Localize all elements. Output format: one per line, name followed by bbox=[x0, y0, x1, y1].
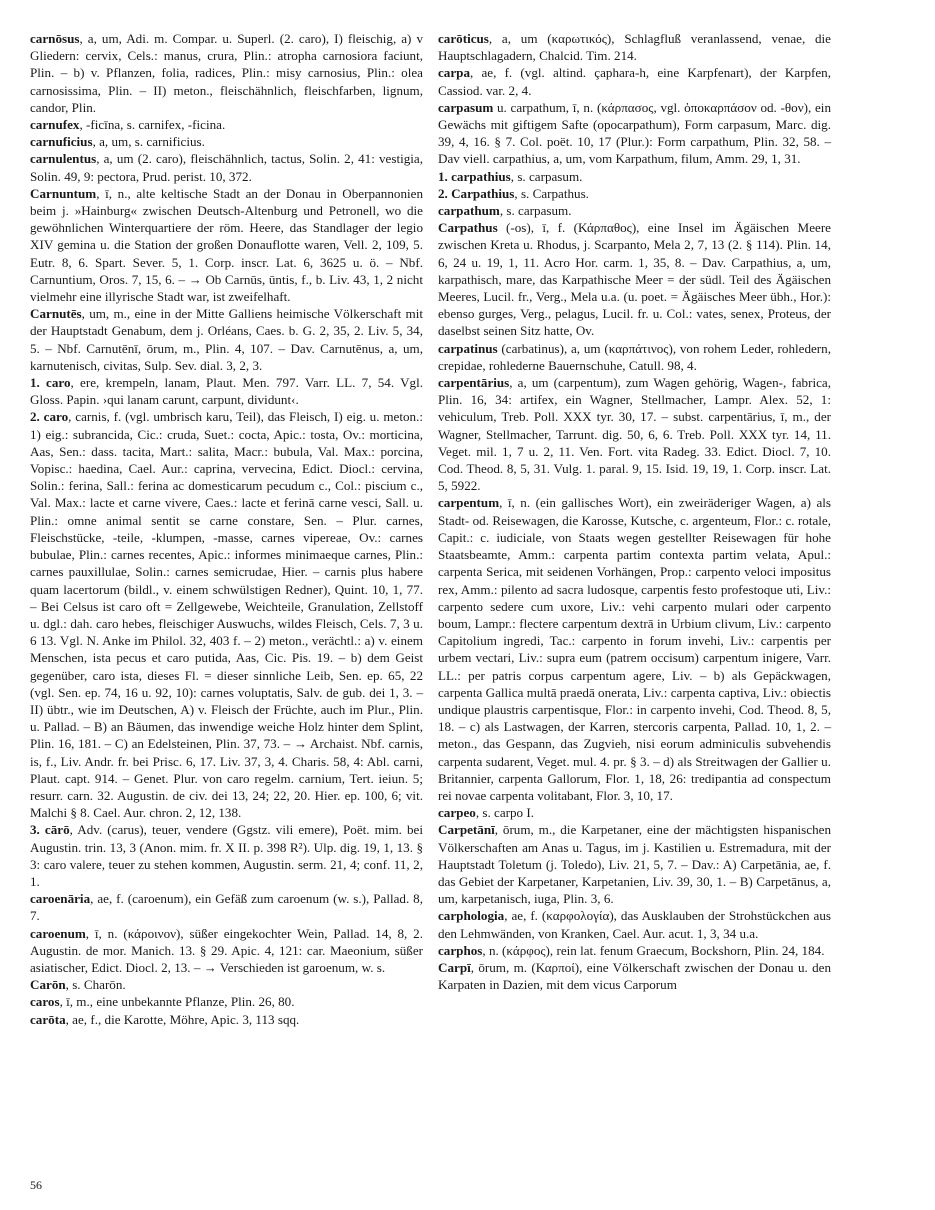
entry-carpatinus bbox=[438, 340, 831, 374]
entry-text: , ōrum, m., die Karpetaner, eine der mächtigsten hispanischen Völkerschaften am Anas u. Tagus, im j. Kastilien u. Estremadura, mit der Hauptstadt Toletum (j. Toledo), Liv. 21, 5, 7. – Dav.: A) Carpetānia, ae, f. das Gebiet der Karpetaner, Karpetanien, Liv. 39, 30, 1. – B) Carpetānus, a, um, karpetanisch, iuga, Plin. 3, 6. bbox=[438, 822, 831, 907]
headword: carphos bbox=[438, 942, 483, 958]
headword: caros bbox=[30, 994, 60, 1010]
entry-text: , a, um (2. caro), fleischähnlich, tactus, Solin. 2, 41: vestigia, Solin. 49, 9: pectora, Prud. perist. 10, 372. bbox=[30, 151, 423, 184]
entry-text: , s. carpasum. bbox=[499, 203, 572, 219]
headword: carōticus bbox=[438, 31, 489, 46]
entry-caros bbox=[30, 993, 423, 1010]
headword: Carpathus bbox=[438, 220, 498, 236]
entry-text: , ae, f. (vgl. altind. çaphara-h, eine Karpfenart), der Karpfen, Cassiod. var. 2, 4. bbox=[438, 65, 831, 98]
entry-carota bbox=[30, 1011, 423, 1028]
entry-text: , ī, n. (κάροινον), süßer eingekochter Wein, Pallad. 14, 8, 2. Augustin. de mor. Manich. 13. § 29. Apic. 4, 121: car. Maeonium, süßer asiatischer, Edict. Diocl. 2, 13. – → Verschieden ist garoenum, w. s. bbox=[30, 925, 423, 975]
entry-caroenaria bbox=[30, 890, 423, 924]
headword: carnulentus bbox=[30, 151, 97, 167]
entry-text: , ae, f. (caroenum), ein Gefäß zum caroenum (w. s.), Pallad. 8, 7. bbox=[30, 891, 423, 924]
headword: 2. Carpathius bbox=[438, 185, 515, 201]
entry-text: , s. Charōn. bbox=[65, 977, 126, 993]
entry-caroticus bbox=[438, 30, 831, 64]
entry-carnufex bbox=[30, 116, 423, 133]
headword: 1. caro bbox=[30, 375, 71, 391]
entry-text: , -ficīna, s. carnifex, -ficina. bbox=[79, 117, 226, 133]
headword: carpentum bbox=[438, 495, 500, 511]
entry-text: , ī, m., eine unbekannte Pflanze, Plin. 26, 80. bbox=[59, 994, 295, 1010]
headword: caroenāria bbox=[30, 891, 91, 907]
entry-2-caro bbox=[30, 408, 423, 821]
headword: caroenum bbox=[30, 925, 86, 941]
entry-text: , ī, n. (ein gallisches Wort), ein zweiräderiger Wagen, a) als Stadt- od. Reisewagen, die Karosse, Kutsche, c. argenteum, Flor.: c. rotale, Capit.: c. iudiciale, von Staats wegen gestellter Reisewagen für hohe Staatsbeamte, Amm.: carpenta partim contexta partim velata, Apul.: carpenta Serica, mit seidenen Vorhängen, Prop.: carpento veloci impositus rex, Amm.: pilento ad sacra ludosque, carpentis festo profestoque uti, Liv.: carpento sedere cum uxore, Liv.: vehi carpento mulari oder carpento boum, Lampr.: flectere carpentum dextrā in Urbium clivum, Liv.: carpento Capitolium ingredi, Tac.: carpento in forum invehi, Liv.: carpentis per urbem vectari, Liv.: supra eum (patrem occisum) carpentum inigere, Varr. LL.: per patris corpus carpentum agere, Liv. – b) als Gepäckwagen, carpenta Gallica multā praedā onerata, Liv.: carpenta captiva, Liv.: obiectis undique plaustris carpentisque, Flor.: in carpento invehi, Cod. Theod. 8, 5, 18. – c) als Lastwagen, der Karren, stercoris carpenta, Pallad. 10, 1, 2. – meton., das Gespann, das Zugvieh, nisi eorum adminiculis subvehendis carpenta sudarent, Veget. mul. 4. pr. § 3. – d) als Streitwagen der Gallier u. Britannier, carpenta Gallorum, Flor. 1, 18, 26: tredipantia ad conspectum rei novae carpenta volitabant, Flor. 3, 10, 17. bbox=[438, 495, 831, 803]
headword: carphologia bbox=[438, 908, 505, 924]
entry-caroenum bbox=[30, 925, 423, 977]
entry-carpentarius bbox=[438, 374, 831, 494]
headword: 1. carpathius bbox=[438, 168, 511, 184]
entry-carpeo bbox=[438, 804, 831, 821]
entry-carpathum bbox=[438, 202, 831, 219]
entry-text: , ī, n., alte keltische Stadt an der Donau in Oberpannonien beim j. »Hainburg« zwischen Deutsch-Altenburg und Petronell, wo die gewöhnlichen Winterquartiere der röm. Heere, das Standlager der legio XIV gemina u. die Station der großen Donauflotte waren, Vell. 2, 109, 5. Eutr. 8, 6. Spart. Sever. 5, 1. Corp. inscr. Lat. 6, 3625 u. ö. – Nbf. Carnuntium, Oros. 7, 15, 6. – → Ob Carnūs, ūntis, f., b. Liv. 43, 1, 2 nicht vielmehr eine illyrische Stadt war, ist zweifelhaft. bbox=[30, 185, 423, 305]
headword: carpeo bbox=[438, 805, 476, 821]
headword: 3. cārō bbox=[30, 822, 70, 838]
entry-carpa bbox=[438, 64, 831, 98]
headword: carōta bbox=[30, 1011, 66, 1027]
entry-carnulentus bbox=[30, 150, 423, 184]
entry-carnosus bbox=[30, 30, 423, 116]
entry-text: u. carpathum, ī, n. (κάρπασος, vgl. ὀποκαρπάσον od. -θον), ein Gewächs mit giftigem Safte (opocarpathum), Form carpasum, Marc. dig. 39, 4, 16. § 7. Col. poët. 10, 17 (Plur.): Form carpathum, Plin. 32, 58. – Dav viell. carpathius, a, um, vom Karpathum, filum, Amm. 29, 1, 31. bbox=[438, 99, 831, 167]
entry-1-carpathius bbox=[438, 168, 831, 185]
headword: Carpetānī bbox=[438, 822, 495, 838]
entry-3-caro bbox=[30, 821, 423, 890]
entry-text: , um, m., eine in der Mitte Galliens heimische Völkerschaft mit der Hauptstadt Genabum, dem j. Orléans, Caes. b. G. 2, 35, 2. Liv. 5, 34, 5. – Nbf. Carnutēnī, ōrum, m., Plin. 4, 107. – Dav. Carnutēnus, a, um, karnutenisch, civitas, Sulp. Sev. dial. 3, 2, 3. bbox=[30, 306, 423, 373]
entry-carpetani bbox=[438, 821, 831, 907]
entry-carnuntum bbox=[30, 185, 423, 305]
entry-carpasum bbox=[438, 99, 831, 168]
headword: carpathum bbox=[438, 203, 500, 219]
entry-text: , carnis, f. (vgl. umbrisch karu, Teil), das Fleisch, I) eig. u. meton.: 1) eig.: subrancida, Cic.: cruda, Suet.: cocta, Apic.: tosta, Ov.: morticina, Aas, Sen.: dass. tacita, Mart.: salita, Macr.: bubula, Val. Max.: porcina, Vopisc.: haedina, Cael. Aur.: caprina, vervecina, Edict. Diocl.: cervina, Solin.: ferina, Sall.: ferina ac domesticarum pecudum c., Col.: piscium c., Val. Max.: lacte et carne vivere, Caes.: lacte et ferinā carne vesci, Sall. u. Plin.: omne animal sentit se carne constare, Sen. – Plur. carnes, Fleischstücke, -teile, -klumpen, -masse, carnes vipereae, Ov.: carnes bubulae, Plin.: carnes recentes, Apic.: informes minimaeque carnes, Plin.: carnes pauxillulae, Solin.: carnes semicrudae, Hier. – carnis plus habere quam lacertorum (bildl., v. einem schwülstigen Redner), Quint. 10, 1, 77. – Bei Celsus ist caro oft = Zellgewebe, Weichteile, Granulation, Zellstoff u. dgl.: dah. caro hebes, fleischiger Auswuchs, wildes Fleisch, Cels. 7, 3 u. 6 13. Vgl. N. Anke im Philol. 32, 403 f. – 2) meton., verächtl.: a) v. einem Menschen, ista pecus et caro putida, Aas, Cic. Pis. 19. – b) dem Geist gegenüber, caro ista, dieses Fl. = dieser sinnliche Leib, Sen. ep. 65, 22 (vgl. Sen. ep. 74, 16 u. 92, 10): carnes voluptatis, Salv. de gub. dei 1, 3. – II) übtr., wie im Deutschen, A) v. Fleisch der Früchte, auch im Plur., Plin. u. Pallad. – B) an Bäumen, das inwendige weiche Holz hinter dem Splint, Plin. 16, 181. – C) an Edelsteinen, Plin. 37, 73. – → Archaist. Nbf. carnis, is, f., Liv. Andr. fr. bei Prisc. 6, 17. Liv. 37, 3, 4. Charis. 58, 4: Abl. carni, Plaut. capt. 914. – Genet. Plur. von caro regelm. carnium, Tert. ieiun. 5; resurr. carn. 32. Augustin. de civ. dei 13, 24; 22, 20. Hier. ep. 100, 6; vit. Malchi § 8. Cael. Aur. chron. 2, 12, 138. bbox=[30, 409, 423, 821]
headword: carnufex bbox=[30, 117, 80, 133]
entry-carnuficius bbox=[30, 133, 423, 150]
entry-text: , ae, f. (καρφολογία), das Ausklauben der Strohstückchen aus den Lehmwänden, von Kranken, Cael. Aur. acut. 1, 3, 34 u.a. bbox=[438, 908, 831, 941]
headword: carnōsus bbox=[30, 31, 80, 46]
entry-carpentum bbox=[438, 494, 831, 804]
entry-text: , a, um, s. carnificius. bbox=[92, 134, 205, 150]
entry-2-carpathius bbox=[438, 185, 831, 202]
entry-carphos bbox=[438, 942, 831, 959]
headword: 2. caro bbox=[30, 409, 69, 425]
entry-carphologia bbox=[438, 907, 831, 941]
headword: carpasum bbox=[438, 99, 494, 115]
entry-text: , s. Carpathus. bbox=[514, 185, 589, 201]
left-column bbox=[30, 30, 423, 1028]
entry-text: , s. carpo I. bbox=[475, 805, 534, 821]
headword: Carnuntum bbox=[30, 185, 97, 201]
headword: carpatinus bbox=[438, 340, 498, 356]
entry-text: , a, um (καρωτικός), Schlagfluß veranlassend, venae, die Hauptschlagadern, Chalcid. Tim. 214. bbox=[438, 31, 831, 64]
entry-text: (carbatinus), a, um (καρπάτινος), von rohem Leder, rohledern, crepidae, rohlederne Bauernschuhe, Catull. 98, 4. bbox=[438, 340, 831, 373]
entry-carpi bbox=[438, 959, 831, 993]
entry-1-caro bbox=[30, 374, 423, 408]
entry-text: (-os), ī, f. (Κάρπαθος), eine Insel im Ägäischen Meere zwischen Kreta u. Rhodus, j. Scarpanto, Mela 2, 7, 13 (2. § 114). Plin. 14, 6, 24 u. 19, 1, 11. Acro Hor. carm. 1, 35, 8. – Dav. Carpathius, a, um, karpathisch, mare, das Karpathische Meer = der südl. Teil des Ägäischen Meeres, Lucil. fr., Verg., Mela u.a. (u. poet. = Ägäisches Meer übh., Hor.): ebenso gurges, Verg., pelagus, Lucil. fr. u. Col.: vates, senex, Proteus, der daselbst seinen Sitz hatte, Ov. bbox=[438, 220, 831, 339]
entry-carnutes bbox=[30, 305, 423, 374]
page-number: 56 bbox=[30, 1178, 42, 1192]
headword: Carōn bbox=[30, 977, 66, 993]
headword: Carpī bbox=[438, 959, 471, 975]
entry-text: , ōrum, m. (Καρποί), eine Völkerschaft zwischen der Donau u. den Karpaten in Dazien, mit dem vicus Carporum bbox=[438, 959, 831, 993]
headword: carpa bbox=[438, 65, 470, 81]
entry-text: , ae, f., die Karotte, Möhre, Apic. 3, 113 sqq. bbox=[65, 1011, 300, 1027]
headword: Carnutēs bbox=[30, 306, 82, 322]
headword: carnuficius bbox=[30, 134, 93, 150]
entry-text: , n. (κάρφος), rein lat. fenum Graecum, Bockshorn, Plin. 24, 184. bbox=[482, 942, 825, 958]
entry-text: , a, um, Adi. m. Compar. u. Superl. (2. caro), I) fleischig, a) v Gliedern: cervix, Cels.: manus, crura, Plin.: atropha carnosiora faciunt, Plin. – b) v. Pflanzen, folia, radices, Plin.: misy carnosius, Plin.: olea carnosissima, Plin. – II) meton., fleischähnlich, fleischfarben, lignum, candor, Plin. bbox=[30, 31, 423, 115]
entry-text: , s. carpasum. bbox=[510, 168, 583, 184]
entry-text: , ere, krempeln, lanam, Plaut. Men. 797. Varr. LL. 7, 54. Vgl. Gloss. Papin. ›qui lanam carunt, carpunt, dividunt‹. bbox=[30, 375, 424, 408]
entry-caron bbox=[30, 976, 423, 993]
entry-carpathus bbox=[438, 219, 831, 339]
entry-text: , a, um (carpentum), zum Wagen gehörig, Wagen-, fabrica, Plin. 16, 34: artifex, ein Wagner, Stellmacher, Lampr. Alex. 52, 1: vehiculum, Treb. Poll. XXX tyr. 30, 17. – subst. carpentārius, ī, m., der Wagner, Stellmacher, Tarrunt. dig. 50, 6, 6. Treb. Poll. XXX tyr. 14, 11. Veget. mil. 1, 7 u. 2, 11. Ven. Fort. vita Radeg. 33. Edict. Diocl. 7, 10. Cod. Theod. 8, 5, 31. Vulg. 1. paral. 9, 15. Isid. 19, 19, 1. Corp. inscr. Lat. 5, 5922. bbox=[438, 375, 831, 494]
headword: carpentārius bbox=[438, 375, 510, 391]
entry-text: , Adv. (carus), teuer, vendere (Ggstz. vili emere), Poët. mim. bei Augustin. trin. 13, 3 (Anon. mim. fr. X II. p. 398 R²). Ulp. dig. 19, 1, 13. § 3: caro valere, teuer zu stehen kommen, Augustin. serm. 21, 4; conf. 11, 2, 1. bbox=[30, 822, 423, 889]
right-column bbox=[438, 30, 831, 993]
